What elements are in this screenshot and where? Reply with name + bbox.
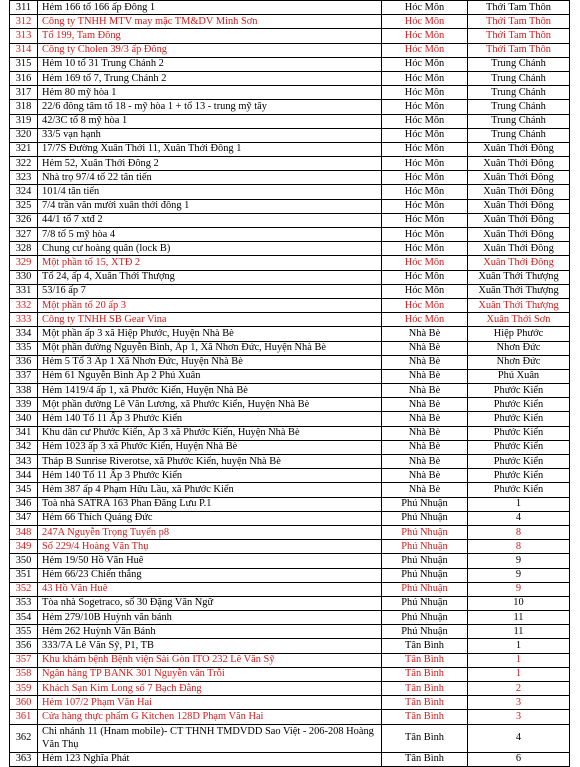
table-row [10,752,570,766]
row-number-cell: 354 [10,611,38,625]
row-number-cell: 363 [10,752,38,766]
table-row [10,483,570,497]
row-number-cell: 356 [10,639,38,653]
address-cell: 44/1 tổ 7 xtđ 2 [38,213,382,227]
row-number-cell: 362 [10,724,38,752]
district-cell: Hóc Môn [382,71,468,85]
row-number-cell: 318 [10,100,38,114]
ward-cell: 1 [468,653,570,667]
address-cell: Hẻm 52, Xuân Thới Đông 2 [38,157,382,171]
address-cell: Một phần đường Nguyễn Bình, Ấp 1, Xã Nhơn Đức, Huyện Nhà Bè [38,341,382,355]
table-row [10,525,570,539]
district-cell: Tân Bình [382,653,468,667]
ward-cell: Xuân Thới Đông [468,228,570,242]
table-row [10,440,570,454]
address-cell: Hẻm 140 Tổ 11 Ấp 3 Phước Kiển [38,469,382,483]
district-cell: Phú Nhuận [382,525,468,539]
table-body [10,1,570,767]
address-cell: Hẻm 140 Tổ 11 Ấp 3 Phước Kiển [38,412,382,426]
ward-cell: Thới Tam Thôn [468,43,570,57]
district-cell: Hóc Môn [382,213,468,227]
row-number-cell: 340 [10,412,38,426]
ward-cell: Xuân Thới Đông [468,157,570,171]
table-row [10,228,570,242]
ward-cell: 9 [468,554,570,568]
district-cell: Hóc Môn [382,86,468,100]
ward-cell: Xuân Thới Đông [468,256,570,270]
address-cell: Khu dân cư Phước Kiển, Ấp 3 xã Phước Kiển, Huyện Nhà Bè [38,426,382,440]
ward-cell: Trung Chánh [468,57,570,71]
address-cell: Hẻm 10 tổ 31 Trung Chánh 2 [38,57,382,71]
table-row [10,242,570,256]
row-number-cell: 353 [10,596,38,610]
address-cell: Công ty Cholen 39/3 ấp Đông [38,43,382,57]
row-number-cell: 352 [10,582,38,596]
row-number-cell: 319 [10,114,38,128]
ward-cell: 4 [468,724,570,752]
table-row [10,313,570,327]
row-number-cell: 331 [10,284,38,298]
table-row [10,611,570,625]
ward-cell: Trung Chánh [468,100,570,114]
ward-cell: Xuân Thới Thượng [468,284,570,298]
district-cell: Nhà Bè [382,355,468,369]
table-row [10,582,570,596]
row-number-cell: 332 [10,298,38,312]
ward-cell: Phước Kiển [468,426,570,440]
district-cell: Hóc Môn [382,100,468,114]
district-cell: Hóc Môn [382,1,468,15]
district-cell: Hóc Môn [382,114,468,128]
row-number-cell: 338 [10,384,38,398]
ward-cell: Xuân Thới Sơn [468,313,570,327]
table-row [10,540,570,554]
table-row [10,682,570,696]
table-row [10,625,570,639]
table-row [10,86,570,100]
ward-cell: Phú Xuân [468,369,570,383]
address-cell: Tòa nhà Sogetraco, số 30 Đặng Văn Ngữ [38,596,382,610]
district-cell: Tân Bình [382,696,468,710]
ward-cell: 10 [468,596,570,610]
district-cell: Hóc Môn [382,128,468,142]
address-cell: Hẻm 107/2 Phạm Văn Hai [38,696,382,710]
address-cell: Hẻm 1023 ấp 3 xã Phước Kiển, Huyện Nhà Bè [38,440,382,454]
row-number-cell: 336 [10,355,38,369]
district-cell: Hóc Môn [382,256,468,270]
ward-cell: 8 [468,525,570,539]
table-row [10,100,570,114]
row-number-cell: 341 [10,426,38,440]
table-row [10,43,570,57]
table-row [10,57,570,71]
table-row [10,142,570,156]
district-cell: Tân Bình [382,682,468,696]
address-cell: Hẻm 80 mỹ hòa 1 [38,86,382,100]
row-number-cell: 346 [10,497,38,511]
ward-cell: Phước Kiển [468,469,570,483]
district-cell: Hóc Môn [382,242,468,256]
district-cell: Phú Nhuận [382,554,468,568]
address-cell: Một phần tổ 15, XTĐ 2 [38,256,382,270]
district-cell: Nhà Bè [382,440,468,454]
district-cell: Phú Nhuận [382,540,468,554]
ward-cell: Phước Kiển [468,412,570,426]
district-cell: Hóc Môn [382,284,468,298]
table-row [10,157,570,171]
ward-cell: 4 [468,511,570,525]
ward-cell: 9 [468,568,570,582]
table-row [10,455,570,469]
row-number-cell: 313 [10,29,38,43]
table-row [10,355,570,369]
district-cell: Hóc Môn [382,313,468,327]
table-row [10,213,570,227]
row-number-cell: 326 [10,213,38,227]
address-cell: Công ty TNHH MTV may mặc TM&DV Minh Sơn [38,15,382,29]
ward-cell: Phước Kiển [468,384,570,398]
table-row [10,653,570,667]
table-row [10,15,570,29]
table-row [10,1,570,15]
row-number-cell: 328 [10,242,38,256]
ward-cell: 3 [468,696,570,710]
row-number-cell: 339 [10,398,38,412]
address-cell: Chi nhánh 11 (Hnam mobile)- CT THNH TMDVDD Sao Việt - 206-208 Hoàng Văn Thụ [38,724,382,752]
ward-cell: Thới Tam Thôn [468,1,570,15]
ward-cell: 6 [468,752,570,766]
ward-cell: 1 [468,639,570,653]
row-number-cell: 317 [10,86,38,100]
row-number-cell: 337 [10,369,38,383]
address-cell: Tổ 24, ấp 4, Xuân Thới Thượng [38,270,382,284]
district-cell: Nhà Bè [382,469,468,483]
address-cell: Công ty TNHH SB Gear Vina [38,313,382,327]
table-row [10,29,570,43]
ward-cell: Trung Chánh [468,71,570,85]
table-row [10,596,570,610]
ward-cell: Xuân Thới Đông [468,242,570,256]
table-row [10,639,570,653]
district-cell: Hóc Môn [382,142,468,156]
ward-cell: Phước Kiển [468,440,570,454]
row-number-cell: 333 [10,313,38,327]
row-number-cell: 350 [10,554,38,568]
row-number-cell: 314 [10,43,38,57]
address-cell: Tháp B Sunrise Riverotse, xã Phước Kiển, huyện Nhà Bè [38,455,382,469]
district-cell: Hóc Môn [382,57,468,71]
district-cell: Nhà Bè [382,341,468,355]
ward-cell: Trung Chánh [468,114,570,128]
district-cell: Nhà Bè [382,327,468,341]
address-cell: Hẻm 279/10B Huỳnh văn bánh [38,611,382,625]
district-cell: Tân Bình [382,752,468,766]
ward-cell: 9 [468,582,570,596]
address-cell: Tổ 199, Tam Đông [38,29,382,43]
ward-cell: 8 [468,540,570,554]
address-cell: Hẻm 61 Nguyễn Bình Ấp 2 Phú Xuân [38,369,382,383]
row-number-cell: 342 [10,440,38,454]
row-number-cell: 361 [10,710,38,724]
district-cell: Hóc Môn [382,270,468,284]
row-number-cell: 312 [10,15,38,29]
row-number-cell: 321 [10,142,38,156]
table-row [10,426,570,440]
district-cell: Phú Nhuận [382,625,468,639]
district-cell: Phú Nhuận [382,582,468,596]
ward-cell: Xuân Thới Đông [468,213,570,227]
table-row [10,114,570,128]
row-number-cell: 343 [10,455,38,469]
table-row [10,469,570,483]
table-row [10,511,570,525]
district-cell: Nhà Bè [382,412,468,426]
row-number-cell: 358 [10,667,38,681]
ward-cell: Trung Chánh [468,128,570,142]
table-row [10,327,570,341]
district-cell: Hóc Môn [382,185,468,199]
district-cell: Phú Nhuận [382,596,468,610]
district-cell: Hóc Môn [382,199,468,213]
district-cell: Nhà Bè [382,384,468,398]
table-row [10,171,570,185]
table-row [10,71,570,85]
ward-cell: 2 [468,682,570,696]
district-cell: Hóc Môn [382,43,468,57]
address-cell: Hẻm 169 tổ 7, Trung Chánh 2 [38,71,382,85]
ward-cell: Nhơn Đức [468,341,570,355]
address-cell: Hẻm 262 Huỳnh Văn Bánh [38,625,382,639]
table-row [10,284,570,298]
ward-cell: Phước Kiển [468,483,570,497]
address-cell: Khách Sạn Kim Long số 7 Bạch Đằng [38,682,382,696]
address-cell: Hẻm 5 Tổ 3 Ấp 1 Xã Nhơn Đức, Huyện Nhà Bè [38,355,382,369]
table-row [10,341,570,355]
table-row [10,568,570,582]
district-cell: Phú Nhuận [382,611,468,625]
ward-cell: Xuân Thới Đông [468,142,570,156]
ward-cell: Xuân Thới Thượng [468,298,570,312]
district-cell: Nhà Bè [382,483,468,497]
table-row [10,128,570,142]
district-cell: Nhà Bè [382,426,468,440]
ward-cell: Thới Tam Thôn [468,29,570,43]
address-cell: Toà nhà SATRA 163 Phan Đăng Lưu P.1 [38,497,382,511]
row-number-cell: 335 [10,341,38,355]
table-row [10,724,570,752]
table-row [10,497,570,511]
table-row [10,696,570,710]
row-number-cell: 322 [10,157,38,171]
ward-cell: Hiệp Phước [468,327,570,341]
district-cell: Phú Nhuận [382,497,468,511]
table-row [10,256,570,270]
row-number-cell: 311 [10,1,38,15]
district-cell: Nhà Bè [382,455,468,469]
ward-cell: 11 [468,625,570,639]
ward-cell: Trung Chánh [468,86,570,100]
ward-cell: Xuân Thới Đông [468,171,570,185]
address-cell: Chung cư hoàng quân (lock B) [38,242,382,256]
ward-cell: 1 [468,667,570,681]
row-number-cell: 359 [10,682,38,696]
ward-cell: Phước Kiển [468,398,570,412]
row-number-cell: 345 [10,483,38,497]
row-number-cell: 344 [10,469,38,483]
table-row [10,369,570,383]
district-cell: Hóc Môn [382,29,468,43]
ward-cell: Xuân Thới Đông [468,185,570,199]
address-cell: Hẻm 1419/4 ấp 1, xã Phước Kiển, Huyện Nhà Bè [38,384,382,398]
row-number-cell: 349 [10,540,38,554]
row-number-cell: 334 [10,327,38,341]
table-row [10,667,570,681]
ward-cell: Xuân Thới Đông [468,199,570,213]
district-cell: Hóc Môn [382,228,468,242]
address-cell: 43 Hồ Văn Huê [38,582,382,596]
district-cell: Hóc Môn [382,171,468,185]
district-cell: Hóc Môn [382,15,468,29]
table-row [10,185,570,199]
location-table [9,0,570,767]
address-cell: Một phần đường Lê Văn Lương, xã Phước Kiển, Huyện Nhà Bè [38,398,382,412]
row-number-cell: 327 [10,228,38,242]
ward-cell: Xuân Thới Thượng [468,270,570,284]
district-cell: Tân Bình [382,724,468,752]
row-number-cell: 347 [10,511,38,525]
table-row [10,384,570,398]
row-number-cell: 315 [10,57,38,71]
address-cell: Một phần ấp 3 xã Hiệp Phước, Huyện Nhà Bè [38,327,382,341]
address-cell: Hẻm 387 ấp 4 Phạm Hữu Lầu, xã Phước Kiển [38,483,382,497]
address-cell: 33/5 vạn hạnh [38,128,382,142]
address-cell: 7/8 tổ 5 mỹ hòa 4 [38,228,382,242]
address-cell: 333/7A Lê Văn Sỹ, P1, TB [38,639,382,653]
district-cell: Tân Bình [382,667,468,681]
address-cell: Hẻm 66/23 Chiến thắng [38,568,382,582]
document-page [9,0,569,767]
row-number-cell: 360 [10,696,38,710]
address-cell: Hẻm 19/50 Hồ Văn Huê [38,554,382,568]
address-cell: Số 229/4 Hoàng Văn Thụ [38,540,382,554]
district-cell: Phú Nhuận [382,511,468,525]
address-cell: Khu khám bệnh Bệnh viện Sài Gòn ITO 232 Lê Văn Sỹ [38,653,382,667]
ward-cell: 3 [468,710,570,724]
row-number-cell: 351 [10,568,38,582]
row-number-cell: 323 [10,171,38,185]
table-row [10,199,570,213]
ward-cell: Phước Kiển [468,455,570,469]
row-number-cell: 329 [10,256,38,270]
table-row [10,298,570,312]
district-cell: Hóc Môn [382,298,468,312]
address-cell: Hẻm 66 Thích Quảng Đức [38,511,382,525]
address-cell: Một phần tổ 20 ấp 3 [38,298,382,312]
district-cell: Tân Bình [382,710,468,724]
address-cell: Hẻm 123 Nghĩa Phát [38,752,382,766]
ward-cell: 1 [468,497,570,511]
address-cell: 53/16 ấp 7 [38,284,382,298]
district-cell: Phú Nhuận [382,568,468,582]
row-number-cell: 348 [10,525,38,539]
row-number-cell: 330 [10,270,38,284]
table-row [10,554,570,568]
address-cell: Hẻm 166 tổ 166 ấp Đông 1 [38,1,382,15]
address-cell: 101/4 tân tiến [38,185,382,199]
district-cell: Nhà Bè [382,369,468,383]
district-cell: Tân Bình [382,639,468,653]
district-cell: Hóc Môn [382,157,468,171]
address-cell: 42/3C tổ 8 mỹ hòa 1 [38,114,382,128]
ward-cell: Nhơn Đức [468,355,570,369]
row-number-cell: 355 [10,625,38,639]
table-row [10,270,570,284]
table-row [10,710,570,724]
district-cell: Nhà Bè [382,398,468,412]
table-row [10,398,570,412]
address-cell: Cửa hàng thực phẩm G Kitchen 128D Phạm Văn Hai [38,710,382,724]
address-cell: 17/7S Đường Xuân Thới 11, Xuân Thới Đông 1 [38,142,382,156]
table-row [10,412,570,426]
row-number-cell: 316 [10,71,38,85]
address-cell: 7/4 trần văn mười xuân thới đông 1 [38,199,382,213]
address-cell: 22/6 đông tâm tổ 18 - mỹ hòa 1 + tổ 13 - trung mỹ tây [38,100,382,114]
row-number-cell: 324 [10,185,38,199]
address-cell: Ngân hàng TP BANK 301 Nguyễn văn Trỗi [38,667,382,681]
address-cell: Nhà trọ 97/4 tổ 22 tân tiến [38,171,382,185]
address-cell: 247A Nguyễn Trọng Tuyển p8 [38,525,382,539]
row-number-cell: 325 [10,199,38,213]
ward-cell: 11 [468,611,570,625]
row-number-cell: 357 [10,653,38,667]
ward-cell: Thới Tam Thôn [468,15,570,29]
row-number-cell: 320 [10,128,38,142]
